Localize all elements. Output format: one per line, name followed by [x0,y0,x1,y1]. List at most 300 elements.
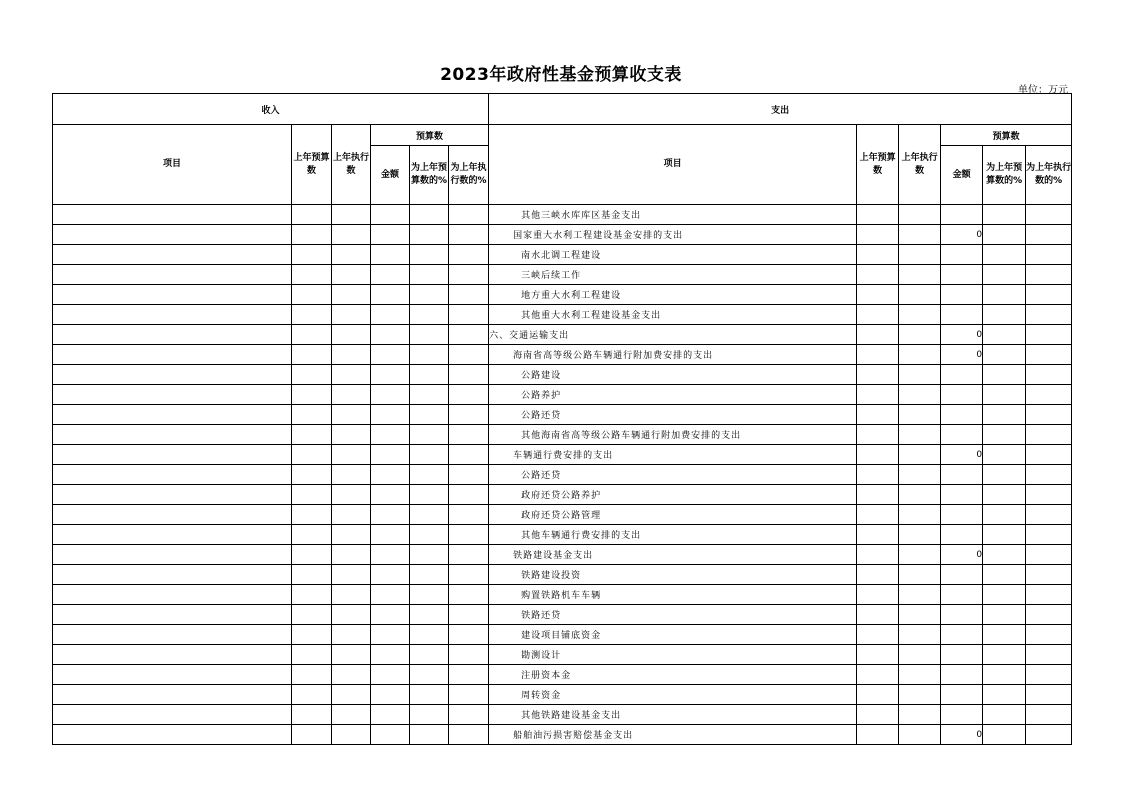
expense-item-cell: 政府还贷公路管理 [489,505,857,525]
expense-amount-cell [941,265,983,285]
income-pct-budget-cell [410,265,449,285]
income-last-exec-cell [332,405,371,425]
income-item-cell [53,445,292,465]
income-item-cell [53,605,292,625]
income-pct-exec-cell [449,465,489,485]
income-amount-cell [371,665,410,685]
income-pct-exec-cell [449,705,489,725]
expense-last-budget-cell [857,525,899,545]
expense-pct-exec-cell [1026,285,1072,305]
expense-last-exec-cell [899,405,941,425]
table-row [53,205,1072,225]
income-amount-cell [371,265,410,285]
expense-last-exec-cell [899,565,941,585]
income-last-budget-cell [292,285,332,305]
expense-item-cell: 车辆通行费安排的支出 [489,445,857,465]
expense-item-cell: 铁路建设投资 [489,565,857,585]
income-pct-exec-cell [449,365,489,385]
expense-last-budget-cell [857,205,899,225]
income-pct-exec-cell [449,305,489,325]
income-amount-cell [371,425,410,445]
income-amount-cell [371,345,410,365]
expense-item-cell: 其他三峡水库库区基金支出 [489,205,857,225]
expense-pct-exec-cell [1026,445,1072,465]
expense-item-cell: 海南省高等级公路车辆通行附加费安排的支出 [489,345,857,365]
expense-amount-cell: 0 [941,445,983,465]
expense-item-cell: 地方重大水利工程建设 [489,285,857,305]
income-last-budget-cell [292,305,332,325]
table-row [53,265,1072,285]
expense-pct-exec-cell [1026,325,1072,345]
income-pct-exec-header: 为上年执行数的% [449,146,489,205]
expense-header: 支出 [489,94,1072,125]
expense-item-cell: 建设项目铺底资金 [489,625,857,645]
expense-amount-cell [941,625,983,645]
income-last-exec-cell [332,345,371,365]
income-amount-cell [371,545,410,565]
income-last-exec-cell [332,525,371,545]
expense-pct-budget-cell [983,725,1026,745]
income-pct-exec-cell [449,325,489,345]
income-pct-exec-cell [449,645,489,665]
income-last-exec-cell [332,205,371,225]
expense-last-budget-cell [857,565,899,585]
expense-pct-exec-cell [1026,405,1072,425]
expense-pct-exec-cell [1026,625,1072,645]
table-row [53,385,1072,405]
income-last-exec-header: 上年执行数 [332,125,371,205]
table-row [53,565,1072,585]
expense-last-budget-cell [857,545,899,565]
income-pct-budget-cell [410,485,449,505]
expense-amount-cell: 0 [941,225,983,245]
income-pct-budget-cell [410,385,449,405]
expense-last-exec-cell [899,265,941,285]
table-row [53,405,1072,425]
budget-table [52,93,1072,745]
income-pct-exec-cell [449,205,489,225]
income-last-budget-cell [292,545,332,565]
expense-pct-exec-cell [1026,365,1072,385]
expense-last-exec-cell [899,305,941,325]
expense-pct-exec-cell [1026,585,1072,605]
income-amount-cell [371,645,410,665]
income-item-cell [53,325,292,345]
income-amount-cell [371,205,410,225]
expense-pct-exec-cell [1026,345,1072,365]
income-amount-cell [371,225,410,245]
expense-pct-exec-cell [1026,265,1072,285]
table-row [53,645,1072,665]
expense-amount-cell [941,565,983,585]
income-budget-group-header: 预算数 [371,125,489,146]
income-last-exec-cell [332,325,371,345]
income-pct-budget-cell [410,645,449,665]
expense-pct-budget-cell [983,665,1026,685]
income-pct-budget-cell [410,445,449,465]
expense-last-budget-cell [857,685,899,705]
income-item-cell [53,465,292,485]
expense-amount-cell: 0 [941,545,983,565]
expense-item-cell: 其他重大水利工程建设基金支出 [489,305,857,325]
expense-last-budget-cell [857,245,899,265]
income-item-cell [53,565,292,585]
income-item-cell [53,425,292,445]
page-title: 2023年政府性基金预算收支表 [440,65,682,85]
income-last-exec-cell [332,505,371,525]
expense-amount-cell [941,665,983,685]
income-pct-exec-cell [449,585,489,605]
income-last-exec-cell [332,305,371,325]
expense-last-budget-cell [857,345,899,365]
table-row [53,665,1072,685]
expense-last-budget-cell [857,665,899,685]
income-pct-exec-cell [449,725,489,745]
expense-last-exec-cell [899,225,941,245]
expense-last-budget-cell [857,385,899,405]
expense-item-cell: 公路还贷 [489,465,857,485]
income-pct-exec-cell [449,225,489,245]
expense-last-exec-cell [899,665,941,685]
income-item-cell [53,345,292,365]
expense-last-budget-cell [857,645,899,665]
income-pct-budget-cell [410,685,449,705]
income-amount-cell [371,405,410,425]
income-pct-exec-cell [449,665,489,685]
expense-last-exec-cell [899,725,941,745]
income-amount-cell [371,385,410,405]
income-last-budget-cell [292,345,332,365]
expense-pct-exec-cell [1026,485,1072,505]
expense-pct-budget-header: 为上年预算数的% [983,146,1026,205]
expense-amount-cell [941,525,983,545]
income-amount-cell [371,605,410,625]
expense-last-budget-cell [857,505,899,525]
expense-pct-budget-cell [983,565,1026,585]
expense-pct-budget-cell [983,205,1026,225]
income-pct-budget-cell [410,465,449,485]
income-amount-cell [371,685,410,705]
expense-last-exec-cell [899,485,941,505]
income-amount-cell [371,525,410,545]
income-last-exec-cell [332,365,371,385]
expense-pct-budget-cell [983,345,1026,365]
expense-pct-exec-header: 为上年执行数的% [1026,146,1072,205]
expense-amount-cell [941,205,983,225]
income-pct-exec-cell [449,265,489,285]
table-row [53,225,1072,245]
income-item-cell [53,525,292,545]
income-amount-cell [371,565,410,585]
expense-pct-budget-cell [983,385,1026,405]
income-item-cell [53,285,292,305]
expense-item-cell: 国家重大水利工程建设基金安排的支出 [489,225,857,245]
expense-pct-budget-cell [983,425,1026,445]
expense-pct-budget-cell [983,505,1026,525]
income-pct-budget-cell [410,365,449,385]
expense-amount-cell [941,505,983,525]
expense-pct-exec-cell [1026,605,1072,625]
expense-amount-cell [941,465,983,485]
expense-last-budget-cell [857,305,899,325]
expense-amount-cell [941,365,983,385]
expense-amount-cell [941,425,983,445]
income-amount-header: 金额 [371,146,410,205]
expense-pct-budget-cell [983,305,1026,325]
income-pct-budget-cell [410,325,449,345]
expense-last-budget-cell [857,225,899,245]
income-last-exec-cell [332,565,371,585]
expense-pct-exec-cell [1026,245,1072,265]
expense-last-exec-cell [899,605,941,625]
income-pct-exec-cell [449,545,489,565]
expense-pct-exec-cell [1026,505,1072,525]
income-pct-budget-cell [410,625,449,645]
expense-item-cell: 船舶油污损害赔偿基金支出 [489,725,857,745]
expense-pct-budget-cell [983,645,1026,665]
expense-amount-cell [941,645,983,665]
income-pct-exec-cell [449,445,489,465]
income-last-budget-cell [292,685,332,705]
income-last-exec-cell [332,245,371,265]
expense-last-exec-cell [899,645,941,665]
income-last-budget-cell [292,725,332,745]
expense-last-exec-cell [899,385,941,405]
expense-item-cell: 勘测设计 [489,645,857,665]
expense-item-cell: 六、交通运输支出 [489,325,857,345]
income-item-cell [53,645,292,665]
table-row [53,285,1072,305]
expense-last-exec-cell [899,525,941,545]
income-pct-budget-cell [410,725,449,745]
expense-pct-budget-cell [983,625,1026,645]
income-amount-cell [371,325,410,345]
table-row [53,605,1072,625]
income-item-cell [53,725,292,745]
income-pct-exec-cell [449,505,489,525]
income-amount-cell [371,585,410,605]
income-last-budget-header: 上年预算数 [292,125,332,205]
income-item-cell [53,685,292,705]
income-pct-budget-cell [410,665,449,685]
expense-amount-cell [941,305,983,325]
expense-amount-cell [941,705,983,725]
income-amount-cell [371,245,410,265]
expense-pct-budget-cell [983,225,1026,245]
income-last-budget-cell [292,565,332,585]
expense-pct-exec-cell [1026,645,1072,665]
expense-amount-cell [941,385,983,405]
income-pct-budget-cell [410,345,449,365]
expense-last-budget-cell [857,465,899,485]
expense-pct-budget-cell [983,605,1026,625]
expense-pct-budget-cell [983,405,1026,425]
expense-pct-budget-cell [983,365,1026,385]
expense-item-header: 项目 [489,125,857,205]
expense-pct-exec-cell [1026,425,1072,445]
income-pct-exec-cell [449,425,489,445]
expense-last-exec-cell [899,465,941,485]
expense-item-cell: 注册资本金 [489,665,857,685]
expense-item-cell: 其他铁路建设基金支出 [489,705,857,725]
income-pct-budget-cell [410,205,449,225]
income-pct-budget-cell [410,285,449,305]
expense-amount-cell [941,405,983,425]
expense-last-exec-cell [899,685,941,705]
expense-amount-cell [941,605,983,625]
expense-amount-cell [941,585,983,605]
income-pct-budget-cell [410,245,449,265]
expense-pct-exec-cell [1026,545,1072,565]
income-amount-cell [371,445,410,465]
income-last-exec-cell [332,385,371,405]
income-pct-budget-cell [410,225,449,245]
income-item-cell [53,505,292,525]
expense-pct-exec-cell [1026,565,1072,585]
expense-item-cell: 其他海南省高等级公路车辆通行附加费安排的支出 [489,425,857,445]
income-amount-cell [371,725,410,745]
expense-pct-exec-cell [1026,305,1072,325]
income-amount-cell [371,625,410,645]
expense-last-exec-cell [899,245,941,265]
expense-budget-group-header: 预算数 [941,125,1072,146]
expense-amount-cell [941,245,983,265]
income-pct-budget-cell [410,585,449,605]
income-last-exec-cell [332,625,371,645]
expense-item-cell: 周转资金 [489,685,857,705]
expense-last-exec-cell [899,505,941,525]
income-last-exec-cell [332,445,371,465]
expense-last-exec-cell [899,425,941,445]
income-pct-budget-cell [410,605,449,625]
table-row [53,585,1072,605]
expense-last-budget-cell [857,445,899,465]
expense-pct-budget-cell [983,705,1026,725]
income-pct-budget-header: 为上年预算数的% [410,146,449,205]
expense-pct-exec-cell [1026,725,1072,745]
expense-last-exec-cell [899,285,941,305]
income-last-exec-cell [332,225,371,245]
expense-last-budget-cell [857,425,899,445]
income-pct-exec-cell [449,565,489,585]
expense-amount-cell: 0 [941,325,983,345]
income-last-budget-cell [292,505,332,525]
income-pct-budget-cell [410,405,449,425]
expense-pct-budget-cell [983,265,1026,285]
expense-item-cell: 政府还贷公路养护 [489,485,857,505]
expense-last-budget-cell [857,285,899,305]
income-pct-budget-cell [410,545,449,565]
table-row [53,445,1072,465]
income-item-cell [53,245,292,265]
income-pct-budget-cell [410,705,449,725]
income-last-exec-cell [332,585,371,605]
table-row [53,545,1072,565]
expense-pct-budget-cell [983,325,1026,345]
expense-last-budget-cell [857,405,899,425]
unit-label: 单位：万元 [1018,85,1068,96]
table-row [53,425,1072,445]
income-last-exec-cell [332,705,371,725]
income-pct-budget-cell [410,305,449,325]
expense-last-budget-cell [857,365,899,385]
expense-last-budget-cell [857,725,899,745]
income-last-exec-cell [332,285,371,305]
income-last-exec-cell [332,665,371,685]
expense-last-exec-cell [899,345,941,365]
income-last-budget-cell [292,645,332,665]
income-pct-budget-cell [410,505,449,525]
expense-last-budget-cell [857,625,899,645]
expense-last-budget-cell [857,705,899,725]
income-last-budget-cell [292,265,332,285]
expense-last-exec-cell [899,365,941,385]
income-last-budget-cell [292,325,332,345]
income-last-exec-cell [332,645,371,665]
table-row [53,625,1072,645]
income-amount-cell [371,505,410,525]
income-item-cell [53,305,292,325]
expense-item-cell: 公路建设 [489,365,857,385]
income-item-header: 项目 [53,125,292,205]
income-last-exec-cell [332,485,371,505]
expense-item-cell: 购置铁路机车车辆 [489,585,857,605]
expense-last-exec-header: 上年执行数 [899,125,941,205]
expense-amount-cell [941,285,983,305]
income-last-budget-cell [292,425,332,445]
table-row [53,485,1072,505]
expense-pct-exec-cell [1026,225,1072,245]
income-last-budget-cell [292,365,332,385]
income-item-cell [53,265,292,285]
income-last-exec-cell [332,725,371,745]
income-pct-exec-cell [449,405,489,425]
expense-pct-budget-cell [983,525,1026,545]
expense-pct-budget-cell [983,685,1026,705]
income-last-budget-cell [292,225,332,245]
expense-pct-exec-cell [1026,525,1072,545]
expense-pct-exec-cell [1026,385,1072,405]
income-pct-exec-cell [449,285,489,305]
income-last-budget-cell [292,605,332,625]
income-item-cell [53,205,292,225]
table-row [53,245,1072,265]
income-last-exec-cell [332,425,371,445]
income-item-cell [53,545,292,565]
expense-pct-exec-cell [1026,665,1072,685]
table-row [53,505,1072,525]
expense-last-budget-cell [857,265,899,285]
income-pct-exec-cell [449,245,489,265]
income-item-cell [53,225,292,245]
income-item-cell [53,585,292,605]
income-pct-exec-cell [449,345,489,365]
expense-item-cell: 公路养护 [489,385,857,405]
table-row [53,325,1072,345]
expense-last-budget-cell [857,485,899,505]
income-last-exec-cell [332,605,371,625]
expense-item-cell: 铁路还贷 [489,605,857,625]
income-pct-exec-cell [449,605,489,625]
table-row [53,365,1072,385]
income-pct-exec-cell [449,385,489,405]
expense-last-exec-cell [899,205,941,225]
income-amount-cell [371,485,410,505]
income-item-cell [53,485,292,505]
income-last-budget-cell [292,445,332,465]
income-last-budget-cell [292,245,332,265]
income-last-budget-cell [292,665,332,685]
